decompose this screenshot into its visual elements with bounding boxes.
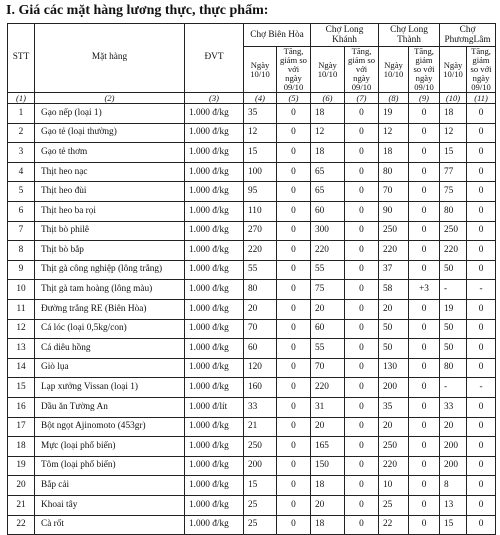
cell-price: 77: [440, 162, 467, 182]
table-row: [8, 300, 496, 320]
table-row: [8, 378, 496, 398]
cell-stt: 13: [8, 339, 35, 359]
cell-change: 0: [409, 260, 440, 280]
cell-price: 20: [311, 495, 345, 515]
cell-price: 13: [440, 495, 467, 515]
cell-change: 0: [345, 182, 379, 202]
cell-item: Thịt bò philê: [35, 221, 185, 241]
column-number: (9): [409, 93, 440, 104]
header-change: Tăng, giảm so với ngày 09/10: [345, 47, 379, 93]
cell-change: 0: [409, 495, 440, 515]
cell-price: 20: [311, 417, 345, 437]
cell-price: 60: [244, 339, 277, 359]
cell-stt: 17: [8, 417, 35, 437]
cell-price: 20: [311, 300, 345, 320]
cell-change: 0: [345, 221, 379, 241]
column-number: (6): [311, 93, 345, 104]
cell-change: 0: [345, 260, 379, 280]
cell-change: 0: [277, 495, 311, 515]
cell-price: 70: [379, 182, 409, 202]
cell-change: 0: [409, 202, 440, 222]
cell-unit: 1.000 đ/kg: [185, 319, 244, 339]
cell-item: Thịt gà công nghiệp (lông trắng): [35, 260, 185, 280]
cell-item: Thịt bò bắp: [35, 241, 185, 261]
table-row: [8, 182, 496, 202]
cell-price: 20: [440, 417, 467, 437]
cell-unit: 1.000 đ/kg: [185, 182, 244, 202]
cell-stt: 3: [8, 143, 35, 163]
cell-change: 0: [409, 397, 440, 417]
cell-price: 75: [440, 182, 467, 202]
cell-change: 0: [345, 104, 379, 124]
cell-unit: 1.000 đ/kg: [185, 162, 244, 182]
cell-change: 0: [345, 143, 379, 163]
cell-change: 0: [467, 241, 496, 261]
cell-price: 55: [311, 260, 345, 280]
cell-unit: 1.000 đ/kg: [185, 123, 244, 143]
cell-price: 80: [379, 162, 409, 182]
cell-item: Tôm (loại phổ biến): [35, 456, 185, 476]
cell-change: 0: [277, 515, 311, 535]
cell-unit: 1.000 đ/kg: [185, 260, 244, 280]
cell-price: 200: [379, 378, 409, 398]
cell-change: 0: [409, 143, 440, 163]
table-row: [8, 339, 496, 359]
cell-price: 80: [440, 202, 467, 222]
header-item: Mặt hàng: [35, 24, 185, 93]
cell-price: 37: [379, 260, 409, 280]
cell-price: 70: [244, 319, 277, 339]
cell-unit: 1.000 đ/kg: [185, 339, 244, 359]
cell-item: Gạo tẻ thơm: [35, 143, 185, 163]
cell-price: 130: [379, 358, 409, 378]
cell-price: 250: [440, 221, 467, 241]
cell-price: 200: [440, 456, 467, 476]
cell-price: 55: [244, 260, 277, 280]
cell-change: 0: [277, 104, 311, 124]
cell-change: 0: [409, 300, 440, 320]
column-number: (5): [277, 93, 311, 104]
table-row: [8, 319, 496, 339]
cell-price: 25: [244, 515, 277, 535]
cell-item: Thịt heo đùi: [35, 182, 185, 202]
cell-change: 0: [409, 476, 440, 496]
cell-price: 18: [311, 476, 345, 496]
cell-price: 21: [244, 417, 277, 437]
cell-change: 0: [277, 476, 311, 496]
header-day: Ngày 10/10: [379, 47, 409, 93]
cell-price: 33: [244, 397, 277, 417]
cell-change: 0: [277, 417, 311, 437]
cell-stt: 21: [8, 495, 35, 515]
cell-change: 0: [277, 182, 311, 202]
cell-change: 0: [277, 241, 311, 261]
cell-item: Giò lụa: [35, 358, 185, 378]
cell-unit: 1.000 đ/kg: [185, 437, 244, 457]
cell-price: 20: [379, 300, 409, 320]
cell-change: -: [467, 280, 496, 300]
cell-unit: 1.000 đ/kg: [185, 104, 244, 124]
cell-unit: 1.000 đ/kg: [185, 202, 244, 222]
cell-price: 220: [379, 456, 409, 476]
cell-price: 12: [379, 123, 409, 143]
cell-change: 0: [345, 476, 379, 496]
cell-price: 15: [440, 515, 467, 535]
cell-item: Gạo nếp (loại 1): [35, 104, 185, 124]
cell-unit: 1.000 đ/kg: [185, 515, 244, 535]
cell-unit: 1.000 đ/kg: [185, 221, 244, 241]
cell-price: 22: [379, 515, 409, 535]
cell-stt: 18: [8, 437, 35, 457]
cell-price: 35: [244, 104, 277, 124]
cell-price: 160: [244, 378, 277, 398]
cell-change: 0: [409, 378, 440, 398]
cell-item: Cá lóc (loại 0,5kg/con): [35, 319, 185, 339]
cell-change: 0: [467, 319, 496, 339]
cell-stt: 16: [8, 397, 35, 417]
header-change: Tăng, giảm so với ngày 09/10: [467, 47, 496, 93]
column-number: (3): [185, 93, 244, 104]
column-number: (11): [467, 93, 496, 104]
cell-unit: 1.000 đ/kg: [185, 280, 244, 300]
cell-price: 18: [379, 143, 409, 163]
cell-change: 0: [345, 495, 379, 515]
cell-price: 300: [311, 221, 345, 241]
cell-price: 270: [244, 221, 277, 241]
cell-unit: 1.000 đ/kg: [185, 358, 244, 378]
table-row: [8, 162, 496, 182]
cell-change: +3: [409, 280, 440, 300]
cell-change: -: [467, 378, 496, 398]
cell-change: 0: [345, 339, 379, 359]
cell-price: 10: [379, 476, 409, 496]
cell-stt: 22: [8, 515, 35, 535]
cell-item: Đường trắng RE (Biên Hòa): [35, 300, 185, 320]
header-day: Ngày 10/10: [440, 47, 467, 93]
column-number: (2): [35, 93, 185, 104]
cell-stt: 15: [8, 378, 35, 398]
cell-change: 0: [277, 123, 311, 143]
cell-stt: 5: [8, 182, 35, 202]
cell-change: 0: [467, 162, 496, 182]
cell-item: Lạp xưởng Vissan (loại 1): [35, 378, 185, 398]
column-number: (7): [345, 93, 379, 104]
cell-unit: 1.000 đ/kg: [185, 378, 244, 398]
cell-change: 0: [409, 417, 440, 437]
column-number: (1): [8, 93, 35, 104]
header-day: Ngày 10/10: [244, 47, 277, 93]
cell-change: 0: [409, 456, 440, 476]
cell-change: 0: [409, 221, 440, 241]
cell-change: 0: [467, 358, 496, 378]
cell-stt: 7: [8, 221, 35, 241]
cell-price: 50: [440, 339, 467, 359]
cell-price: 220: [311, 378, 345, 398]
cell-change: 0: [467, 221, 496, 241]
table-row: [8, 437, 496, 457]
header-change: Tăng, giảm so với ngày 09/10: [277, 47, 311, 93]
table-body: [8, 104, 496, 535]
cell-price: 25: [379, 495, 409, 515]
cell-price: 250: [244, 437, 277, 457]
cell-change: 0: [345, 358, 379, 378]
cell-item: Bắp cải: [35, 476, 185, 496]
cell-price: 19: [379, 104, 409, 124]
price-table: [7, 23, 496, 535]
cell-change: 0: [277, 456, 311, 476]
cell-price: 220: [311, 241, 345, 261]
table-row: [8, 358, 496, 378]
cell-price: 200: [440, 437, 467, 457]
cell-unit: 1.000 đ/kg: [185, 143, 244, 163]
header-market-bien-hoa: Chợ Biên Hòa: [244, 24, 311, 47]
cell-change: 0: [467, 123, 496, 143]
cell-change: 0: [345, 162, 379, 182]
cell-change: 0: [409, 182, 440, 202]
cell-change: 0: [409, 339, 440, 359]
cell-item: Gạo tẻ (loại thường): [35, 123, 185, 143]
cell-price: 220: [244, 241, 277, 261]
cell-stt: 14: [8, 358, 35, 378]
cell-item: Thịt heo ba rọi: [35, 202, 185, 222]
cell-change: 0: [409, 241, 440, 261]
cell-change: 0: [345, 437, 379, 457]
cell-stt: 12: [8, 319, 35, 339]
table-row: [8, 202, 496, 222]
cell-price: 18: [440, 104, 467, 124]
cell-price: 70: [311, 358, 345, 378]
cell-change: 0: [467, 397, 496, 417]
cell-change: 0: [345, 378, 379, 398]
table-row: [8, 123, 496, 143]
cell-price: 120: [244, 358, 277, 378]
table-row: [8, 397, 496, 417]
cell-price: 20: [244, 300, 277, 320]
cell-price: 75: [311, 280, 345, 300]
cell-price: 55: [311, 339, 345, 359]
cell-price: -: [440, 378, 467, 398]
cell-change: 0: [277, 319, 311, 339]
table-row: [8, 456, 496, 476]
cell-item: Cá diêu hồng: [35, 339, 185, 359]
cell-change: 0: [345, 123, 379, 143]
cell-price: -: [440, 280, 467, 300]
cell-change: 0: [467, 143, 496, 163]
cell-price: 220: [440, 241, 467, 261]
table-row: [8, 495, 496, 515]
cell-price: 12: [244, 123, 277, 143]
cell-change: 0: [277, 202, 311, 222]
table-row: [8, 280, 496, 300]
cell-price: 65: [311, 182, 345, 202]
cell-price: 19: [440, 300, 467, 320]
cell-price: 95: [244, 182, 277, 202]
cell-change: 0: [277, 260, 311, 280]
cell-change: 0: [467, 202, 496, 222]
cell-change: 0: [345, 319, 379, 339]
table-row: [8, 241, 496, 261]
cell-change: 0: [467, 515, 496, 535]
cell-change: 0: [467, 104, 496, 124]
cell-change: 0: [409, 358, 440, 378]
cell-change: 0: [345, 417, 379, 437]
cell-price: 50: [440, 260, 467, 280]
cell-stt: 2: [8, 123, 35, 143]
cell-price: 65: [311, 162, 345, 182]
cell-change: 0: [345, 280, 379, 300]
cell-stt: 10: [8, 280, 35, 300]
cell-price: 20: [379, 417, 409, 437]
cell-item: Mực (loại phổ biến): [35, 437, 185, 457]
cell-price: 15: [244, 476, 277, 496]
cell-unit: 1.000 đ/kg: [185, 495, 244, 515]
section-title: I. Giá các mặt hàng lương thực, thực phẩm:: [6, 3, 269, 18]
table-row: [8, 104, 496, 124]
cell-unit: 1.000 đ/kg: [185, 417, 244, 437]
header-day: Ngày 10/10: [311, 47, 345, 93]
cell-change: 0: [277, 162, 311, 182]
cell-price: 100: [244, 162, 277, 182]
cell-change: 0: [277, 300, 311, 320]
cell-price: 150: [311, 456, 345, 476]
cell-price: 165: [311, 437, 345, 457]
cell-price: 35: [379, 397, 409, 417]
table-row: [8, 417, 496, 437]
cell-stt: 6: [8, 202, 35, 222]
cell-stt: 8: [8, 241, 35, 261]
cell-stt: 9: [8, 260, 35, 280]
header-market-long-thanh: Chợ Long Thành: [379, 24, 440, 47]
cell-change: 0: [277, 397, 311, 417]
header-market-phuong-lam: Chợ PhươngLâm: [440, 24, 496, 47]
cell-stt: 4: [8, 162, 35, 182]
header-change: Tăng, giảm so với ngày 09/10: [409, 47, 440, 93]
cell-price: 18: [311, 515, 345, 535]
cell-change: 0: [409, 515, 440, 535]
cell-change: 0: [467, 339, 496, 359]
cell-price: 18: [311, 104, 345, 124]
header-stt: STT: [8, 24, 35, 93]
table-row: [8, 515, 496, 535]
cell-change: 0: [277, 143, 311, 163]
cell-change: 0: [277, 437, 311, 457]
cell-change: 0: [467, 456, 496, 476]
cell-change: 0: [277, 280, 311, 300]
cell-change: 0: [345, 515, 379, 535]
table-row: [8, 260, 496, 280]
cell-change: 0: [409, 104, 440, 124]
cell-item: Cà rốt: [35, 515, 185, 535]
cell-price: 25: [244, 495, 277, 515]
cell-change: 0: [467, 476, 496, 496]
table-row: [8, 221, 496, 241]
cell-price: 90: [379, 202, 409, 222]
cell-stt: 19: [8, 456, 35, 476]
cell-price: 15: [440, 143, 467, 163]
cell-price: 31: [311, 397, 345, 417]
header-unit: ĐVT: [185, 24, 244, 93]
cell-price: 33: [440, 397, 467, 417]
cell-change: 0: [277, 339, 311, 359]
cell-change: 0: [467, 300, 496, 320]
table-row: [8, 476, 496, 496]
cell-change: 0: [345, 202, 379, 222]
cell-change: 0: [467, 417, 496, 437]
cell-change: 0: [467, 495, 496, 515]
cell-price: 50: [379, 339, 409, 359]
column-number: (4): [244, 93, 277, 104]
header-market-long-khanh: Chợ Long Khánh: [311, 24, 379, 47]
cell-price: 50: [440, 319, 467, 339]
cell-price: 18: [311, 143, 345, 163]
cell-item: Bột ngọt Ajinomoto (453gr): [35, 417, 185, 437]
cell-change: 0: [467, 437, 496, 457]
cell-change: 0: [277, 378, 311, 398]
cell-unit: 1.000 đ/lít: [185, 397, 244, 417]
cell-price: 80: [440, 358, 467, 378]
cell-stt: 11: [8, 300, 35, 320]
cell-change: 0: [345, 397, 379, 417]
cell-unit: 1.000 đ/kg: [185, 241, 244, 261]
cell-price: 80: [244, 280, 277, 300]
cell-change: 0: [345, 456, 379, 476]
cell-change: 0: [345, 241, 379, 261]
cell-change: 0: [345, 300, 379, 320]
cell-change: 0: [409, 162, 440, 182]
cell-item: Thịt gà tam hoàng (lông màu): [35, 280, 185, 300]
cell-price: 50: [379, 319, 409, 339]
cell-price: 12: [311, 123, 345, 143]
cell-unit: 1.000 đ/kg: [185, 300, 244, 320]
cell-change: 0: [277, 221, 311, 241]
cell-stt: 20: [8, 476, 35, 496]
cell-change: 0: [467, 182, 496, 202]
cell-change: 0: [277, 358, 311, 378]
cell-unit: 1.000 đ/kg: [185, 476, 244, 496]
cell-price: 60: [311, 202, 345, 222]
column-number: (10): [440, 93, 467, 104]
cell-change: 0: [409, 319, 440, 339]
cell-price: 250: [379, 437, 409, 457]
cell-price: 110: [244, 202, 277, 222]
cell-price: 15: [244, 143, 277, 163]
cell-item: Khoai tây: [35, 495, 185, 515]
cell-price: 58: [379, 280, 409, 300]
table-row: [8, 143, 496, 163]
cell-change: 0: [409, 437, 440, 457]
cell-item: Dầu ăn Tường An: [35, 397, 185, 417]
cell-price: 250: [379, 221, 409, 241]
cell-item: Thịt heo nạc: [35, 162, 185, 182]
cell-unit: 1.000 đ/kg: [185, 456, 244, 476]
column-number: (8): [379, 93, 409, 104]
cell-stt: 1: [8, 104, 35, 124]
cell-price: 12: [440, 123, 467, 143]
cell-change: 0: [467, 260, 496, 280]
cell-price: 60: [311, 319, 345, 339]
cell-change: 0: [409, 123, 440, 143]
cell-price: 8: [440, 476, 467, 496]
cell-price: 200: [244, 456, 277, 476]
cell-price: 220: [379, 241, 409, 261]
